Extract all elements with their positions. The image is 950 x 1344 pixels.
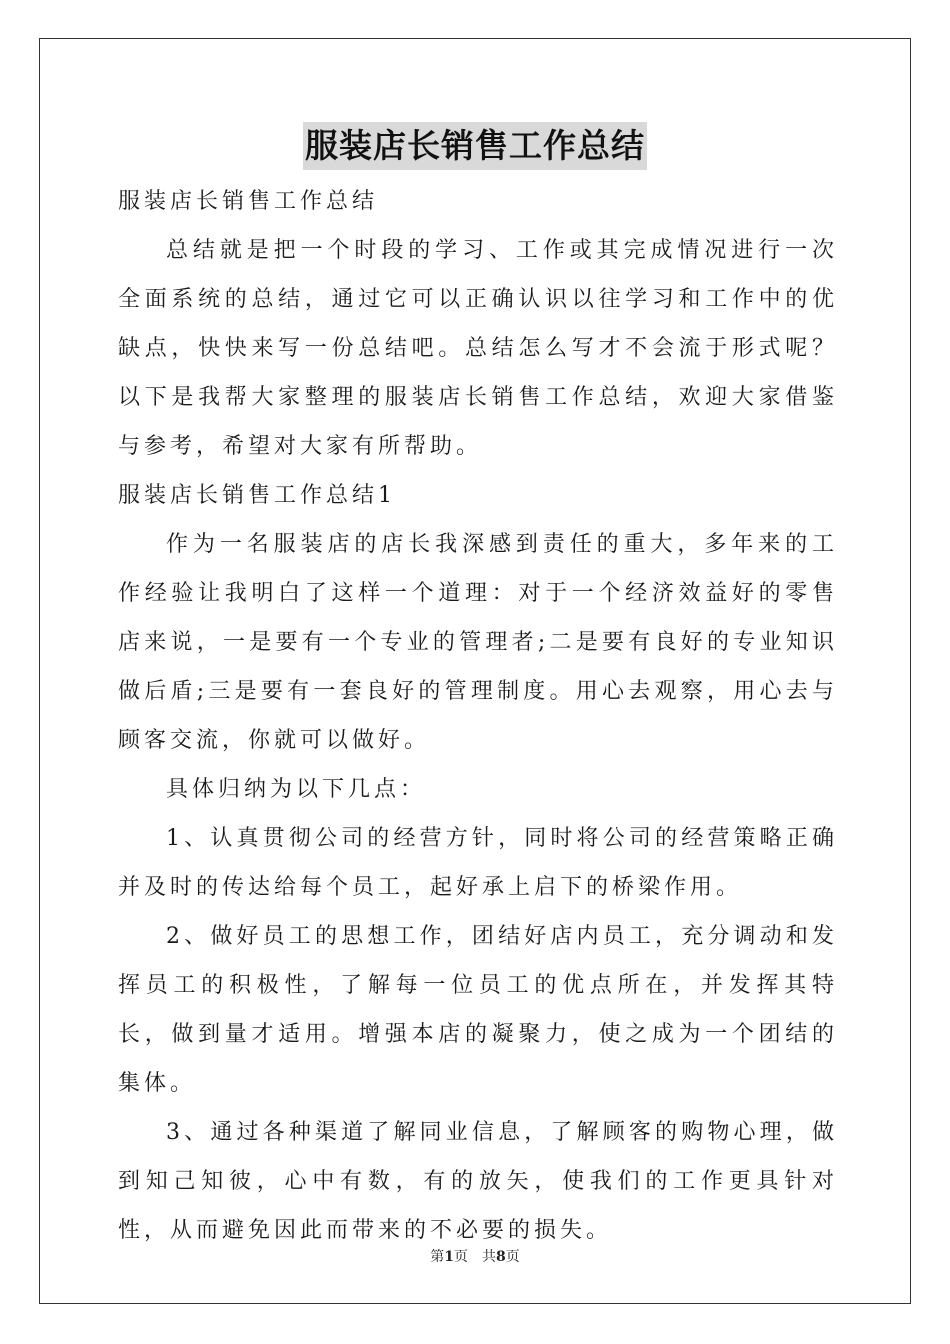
document-title: 服装店长销售工作总结 <box>303 122 647 170</box>
current-page-number: 1 <box>444 1249 454 1265</box>
paragraph: 服装店长销售工作总结 <box>118 189 379 214</box>
paragraph: 3、通过各种渠道了解同业信息，了解顾客的购物心理，做到知己知彼，心中有数，有的放矢，使我们的工作更具针对性，从而避免因此而带来的不必要的损失。 <box>118 1120 838 1243</box>
total-pages-number: 8 <box>496 1249 506 1265</box>
paragraph: 2、做好员工的思想工作，团结好店内员工，充分调动和发挥员工的积极性，了解每一位员工的优点所在，并发挥其特长，做到量才适用。增强本店的凝聚力，使之成为一个团结的集体。 <box>118 924 838 1096</box>
total-suffix: 页 <box>505 1249 520 1265</box>
total-prefix: 共 <box>482 1249 496 1265</box>
paragraph: 服装店长销售工作总结1 <box>118 483 396 508</box>
page-suffix: 页 <box>454 1249 468 1265</box>
paragraph: 具体归纳为以下几点： <box>166 777 427 802</box>
paragraph: 作为一名服装店的店长我深感到责任的重大，多年来的工作经验让我明白了这样一个道理：对于一个经济效益好的零售店来说，一是要有一个专业的管理者;二是要有良好的专业知识做后盾;三是要有一套良好的管理制度。用心去观察，用心去与顾客交流，你就可以做好。 <box>118 532 838 753</box>
page-footer <box>0 1246 950 1266</box>
paragraph: 1、认真贯彻公司的经营方针，同时将公司的经营策略正确并及时的传达给每个员工，起好承上启下的桥梁作用。 <box>118 826 838 900</box>
title-container <box>0 122 950 170</box>
paragraph: 总结就是把一个时段的学习、工作或其完成情况进行一次全面系统的总结，通过它可以正确认识以往学习和工作中的优缺点，快快来写一份总结吧。总结怎么写才不会流于形式呢？以下是我帮大家整理的服装店长销售工作总结，欢迎大家借鉴与参考，希望对大家有所帮助。 <box>118 238 838 459</box>
document-body <box>118 177 838 1255</box>
page-prefix: 第 <box>430 1249 445 1265</box>
